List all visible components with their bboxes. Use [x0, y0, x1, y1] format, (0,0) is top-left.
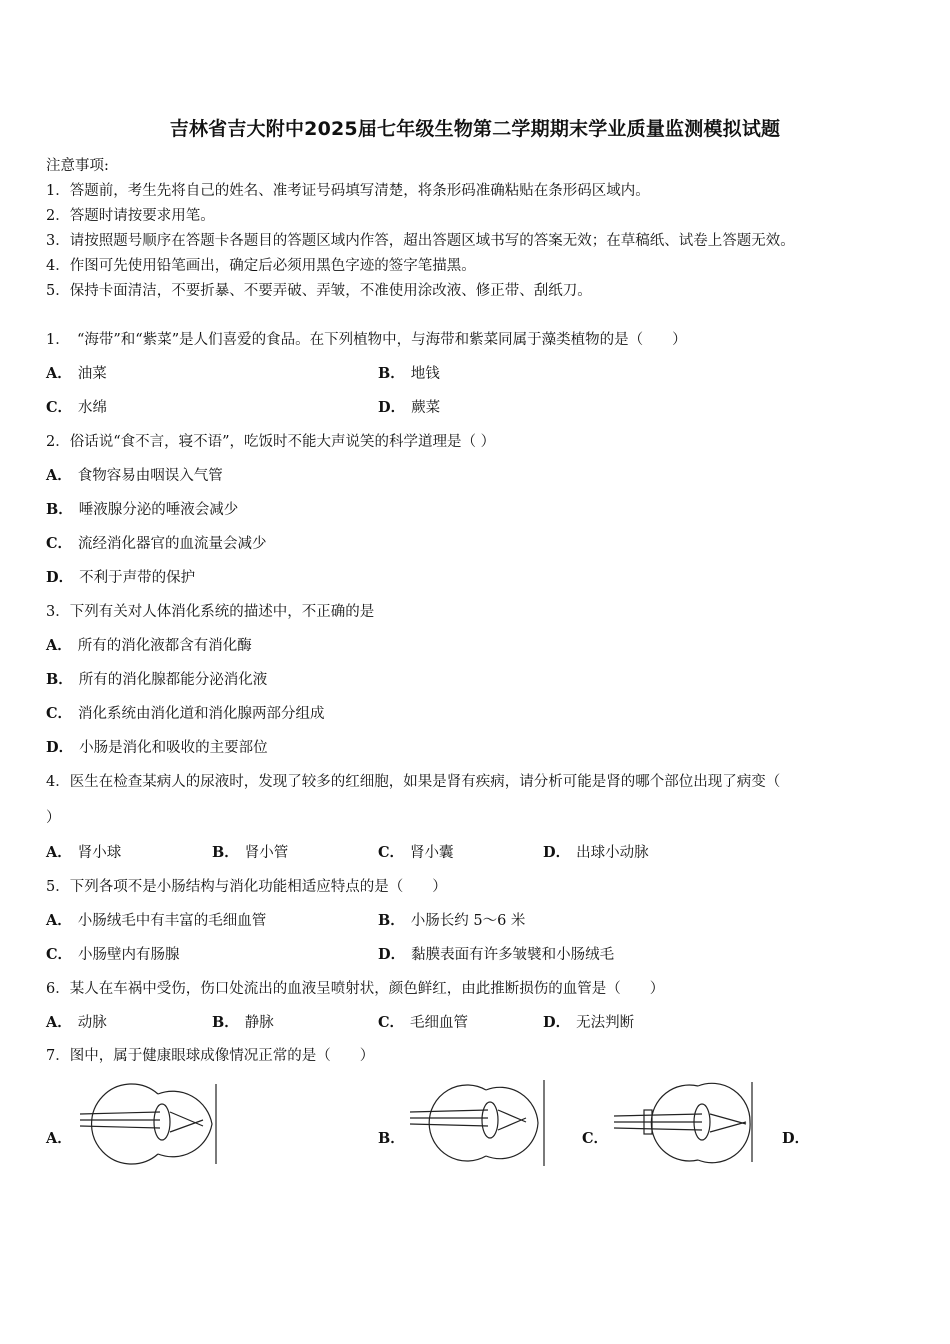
question-5-option-d: D． 黏膜表面有许多皱襞和小肠绒毛 [378, 946, 615, 963]
question-3-option-a: A． 所有的消化液都含有消化酶 [46, 637, 252, 654]
eye-diagram-b [408, 1078, 550, 1168]
notice-item: 3．请按照题号顺序在答题卡各题目的答题区域内作答，超出答题区域书写的答案无效；在草稿纸、试卷上答题无效。 [46, 233, 795, 249]
question-2-stem: 2．俗话说“食不言，寝不语”，吃饭时不能大声说笑的科学道理是（ ） [46, 434, 496, 450]
question-4-stem: 4．医生在检查某病人的尿液时，发现了较多的红细胞，如果是肾有疾病，请分析可能是肾的哪个部位出现了病变（ [46, 774, 781, 790]
question-5-option-c: C． 小肠壁内有肠腺 [46, 946, 180, 963]
question-5-option-a: A． 小肠绒毛中有丰富的毛细血管 [46, 912, 267, 929]
question-7-option-c: C． [582, 1130, 609, 1147]
question-4-option-c: C． 肾小囊 [378, 844, 454, 861]
question-3-stem: 3．下列有关对人体消化系统的描述中，不正确的是 [46, 604, 375, 620]
question-3-option-b: B． 所有的消化腺都能分泌消化液 [46, 671, 268, 688]
question-6-option-c: C． 毛细血管 [378, 1014, 469, 1031]
question-3-option-c: C． 消化系统由消化道和消化腺两部分组成 [46, 705, 325, 722]
question-4-stem-continued: ） [46, 810, 61, 826]
notice-item: 5．保持卡面清洁，不要折暴、不要弄破、弄皱，不准使用涂改液、修正带、刮纸刀。 [46, 283, 592, 299]
question-1-option-b: B． 地钱 [378, 365, 440, 382]
eye-diagram-a [78, 1082, 220, 1166]
eye-diagram-c [612, 1080, 758, 1164]
question-3-option-d: D． 小肠是消化和吸收的主要部位 [46, 739, 268, 756]
question-6-option-b: B． 静脉 [212, 1014, 274, 1031]
notice-item: 4．作图可先使用铅笔画出，确定后必须用黑色字迹的签字笔描黑。 [46, 258, 476, 274]
question-2-option-a: A． 食物容易由咽误入气管 [46, 467, 223, 484]
notice-item: 1．答题前，考生先将自己的姓名、准考证号码填写清楚，将条形码准确粘贴在条形码区域内。 [46, 183, 650, 199]
question-6-stem: 6．某人在车祸中受伤，伤口处流出的血液呈喷射状，颜色鲜红，由此推断损伤的血管是（ ） [46, 981, 665, 997]
question-7-option-b: B． [378, 1130, 405, 1147]
notice-item: 2．答题时请按要求用笔。 [46, 208, 215, 224]
question-4-option-b: B． 肾小管 [212, 844, 289, 861]
question-1-option-c: C． 水绵 [46, 399, 108, 416]
question-6-option-a: A． 动脉 [46, 1014, 107, 1031]
question-5-stem: 5．下列各项不是小肠结构与消化功能相适应特点的是（ ） [46, 879, 447, 895]
question-1-option-d: D． 蕨菜 [378, 399, 441, 416]
notice-heading: 注意事项: [46, 158, 109, 174]
question-1-option-a: A． 油菜 [46, 365, 107, 382]
question-7-option-d: D． [782, 1130, 810, 1147]
question-2-option-d: D． 不利于声带的保护 [46, 569, 196, 586]
question-2-option-b: B． 唾液腺分泌的唾液会减少 [46, 501, 239, 518]
page-title: 吉林省吉大附中2025届七年级生物第二学期期末学业质量监测模拟试题 [169, 118, 781, 140]
question-2-option-c: C． 流经消化器官的血流量会减少 [46, 535, 267, 552]
question-7-option-a: A． [46, 1130, 72, 1147]
question-5-option-b: B． 小肠长约 5～6 米 [378, 912, 526, 929]
question-7-stem: 7．图中，属于健康眼球成像情况正常的是（ ） [46, 1048, 375, 1064]
question-4-option-d: D． 出球小动脉 [543, 844, 649, 861]
question-6-option-d: D． 无法判断 [543, 1014, 635, 1031]
question-1-stem: 1． “海带”和“紫菜”是人们喜爱的食品。在下列植物中，与海带和紫菜同属于藻类植物的是（ ） [46, 332, 687, 348]
question-4-option-a: A． 肾小球 [46, 844, 122, 861]
